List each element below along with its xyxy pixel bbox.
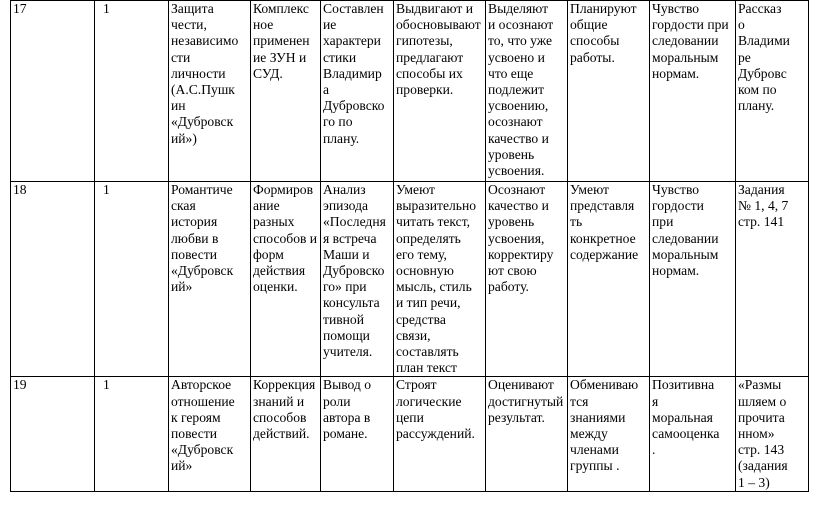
content-cell bbox=[321, 182, 394, 377]
regulative: Оценивают достигнутый результат. bbox=[488, 377, 564, 425]
cognitive: Строят логические цепи рассуждений. bbox=[396, 377, 475, 442]
homework: Рассказ о Владими ре Дубровс ком по плану. bbox=[738, 1, 790, 114]
communicative-cell bbox=[568, 377, 650, 492]
lesson-number-cell bbox=[11, 377, 95, 492]
content: Анализ эпизода «Последня я встреча Маши и Дубровско го» при консульта тивной помощи учителя. bbox=[323, 182, 386, 360]
regulative: Выделяют и осознают то, что уже усвоено и что еще подлежит усвоению, осознают качество и уровень усвоения. bbox=[488, 1, 554, 179]
homework-cell bbox=[736, 377, 809, 492]
table-row bbox=[11, 1, 809, 182]
communicative-cell bbox=[568, 1, 650, 182]
hours: 1 bbox=[103, 182, 110, 197]
topic-cell bbox=[169, 377, 251, 492]
hours: 1 bbox=[103, 377, 110, 393]
lesson-type-cell bbox=[251, 182, 321, 377]
regulative-cell bbox=[486, 182, 568, 377]
hours: 1 bbox=[103, 1, 110, 16]
communicative: Умеют представля ть конкретное содержание bbox=[570, 182, 639, 262]
table-row bbox=[11, 182, 809, 377]
communicative: Обмениваю тся знаниями между членами группы . bbox=[570, 377, 639, 474]
content: Вывод о роли автора в романе. bbox=[323, 377, 372, 442]
lesson-plan-table bbox=[10, 0, 809, 492]
homework: «Размы шляем о прочита нном» стр. 143 (задания 1 – 3) bbox=[738, 377, 788, 490]
personal: Позитивна я моральная самооценка . bbox=[652, 377, 720, 458]
lesson-number: 19 bbox=[13, 377, 27, 393]
hours-cell bbox=[95, 377, 169, 492]
personal-cell bbox=[650, 1, 736, 182]
topic-cell bbox=[169, 1, 251, 182]
lesson-type-cell bbox=[251, 377, 321, 492]
regulative: Осознают качество и уровень усвоения, корректиру ют свою работу. bbox=[488, 182, 554, 295]
topic: Романтиче ская история любви в повести «Дубровск ий» bbox=[171, 182, 234, 295]
lesson-type-cell bbox=[251, 1, 321, 182]
cognitive-cell bbox=[394, 377, 486, 492]
personal-cell bbox=[650, 377, 736, 492]
hours-cell bbox=[95, 1, 169, 182]
cognitive-cell bbox=[394, 1, 486, 182]
topic: Защита чести, независимо сти личности (А.С.Пушк ин «Дубровск ий») bbox=[171, 1, 239, 146]
lesson-number: 18 bbox=[13, 182, 27, 197]
personal-cell bbox=[650, 182, 736, 377]
communicative: Планируют общие способы работы. bbox=[570, 1, 637, 65]
lesson-type: Коррекция знаний и способов действий. bbox=[253, 377, 316, 442]
topic: Авторское отношение к героям повести «Дубровск ий» bbox=[171, 377, 235, 474]
lesson-number-cell bbox=[11, 182, 95, 377]
homework: Задания № 1, 4, 7 стр. 141 bbox=[738, 182, 789, 230]
table-row bbox=[11, 377, 809, 492]
regulative-cell bbox=[486, 1, 568, 182]
cognitive-cell bbox=[394, 182, 486, 377]
regulative-cell bbox=[486, 377, 568, 492]
content: Составлен ие характери стики Владимир а Дубровско го по плану. bbox=[323, 1, 385, 146]
lesson-type: Комплекс ное применен ие ЗУН и СУД. bbox=[253, 1, 310, 81]
personal: Чувство гордости при следовании моральным нормам. bbox=[652, 182, 719, 279]
hours-cell bbox=[95, 182, 169, 377]
lesson-number-cell bbox=[11, 1, 95, 182]
communicative-cell bbox=[568, 182, 650, 377]
homework-cell bbox=[736, 182, 809, 377]
lesson-type: Формиров ание разных способов и форм действия оценки. bbox=[253, 182, 318, 295]
content-cell bbox=[321, 377, 394, 492]
cognitive: Умеют выразительно читать текст, определять его тему, основную мысль, стиль и тип речи, средства связи, составлять план текст bbox=[396, 182, 477, 376]
lesson-number: 17 bbox=[13, 1, 27, 16]
personal: Чувство гордости при следовании моральным нормам. bbox=[652, 1, 729, 81]
homework-cell bbox=[736, 1, 809, 182]
cognitive: Выдвигают и обосновывают гипотезы, предлагают способы их проверки. bbox=[396, 1, 481, 98]
topic-cell bbox=[169, 182, 251, 377]
content-cell bbox=[321, 1, 394, 182]
